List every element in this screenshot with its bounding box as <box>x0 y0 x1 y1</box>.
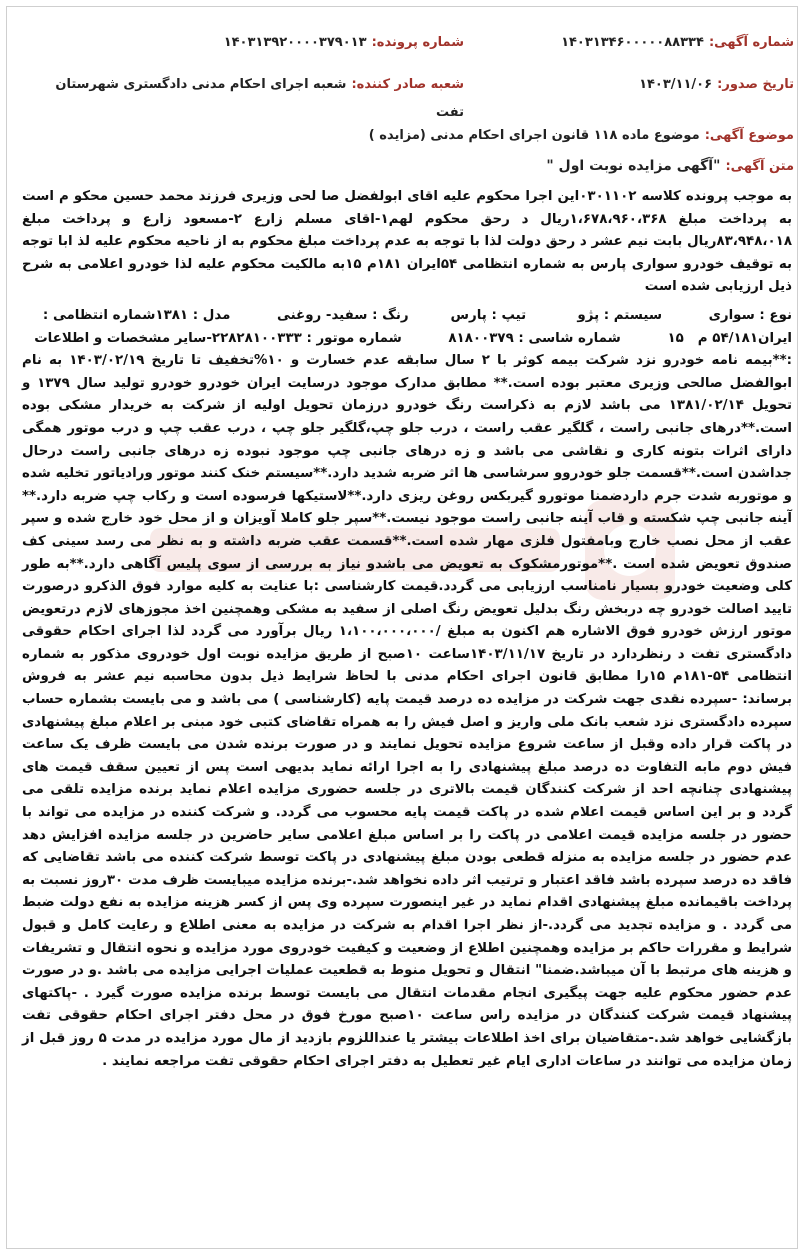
ad-number-row <box>494 28 794 54</box>
ad-text-label: متن آگهی: <box>725 159 794 174</box>
vehicle-specs-line-1: نوع : سواری سیستم : پژو تیپ : پارس رنگ : سفید- روغنی مدل : ۱۳۸۱شماره انتظامی : <box>42 307 792 323</box>
file-number-row <box>24 28 464 54</box>
issue-date-label: تاریخ صدور: <box>717 77 794 92</box>
body-paragraph-intro: به موجب پرونده کلاسه ۰۳۰۱۱۰۲این اجرا محکوم علیه اقای ابولفضل صا لحی وزیری فرزند محمد حسین محکو م است به پرداخت مبلغ ۱،۶۷۸،۹۶۰،۳۶۸ریال د رحق محکوم لهم۱-اقای مسلم زارع ۲-مسعود زارع و پرداخت مبلغ ۸۳،۹۴۸،۰۱۸ریال بابت نیم عشر د رحق دولت لذا با توجه به عدم پرداخت مبلغ محکوم به از ناحیه محکوم علیه لذ ابا توجه به توقیف خودرو سواری پارس به شماره انتظامی ۵۴ایران ۱۸۱م ۱۵به مالکیت محکوم علیه لذا خودرو اعلامی به شرح ذیل ارزیابی شده است <box>22 189 793 295</box>
subject-label: موضوع آگهی: <box>704 128 794 143</box>
issuer-label: شعبه صادر کننده: <box>351 77 464 92</box>
body-paragraph-details: :**بیمه نامه خودرو نزد شرکت بیمه کوثر با ۲ سال سابقه عدم خسارت و ۱۰%تخفیف تا تاریخ ۱۴۰۳/۰۲/۱۹ به نام ابوالفضل صالحی وزیری معتبر بوده است.** مطابق مدارک موجود درسایت ایران خودرو خودرو تولید سال ۱۳۷۹ و تحویل ۱۳۸۱/۰۲/۱۴ می باشد لازم به ذکراست رنگ خودرو درزمان تحویل اولیه از شرکت به خریدار مشکی بوده است.**درهای جانبی راست ، گلگیر عقب راست ، درب جلو چپ،گلگیر جلو چپ ، درب عقب چپ و درب موتور همگی دارای اثرات بتونه کاری و نقاشی می باشد و زه درهای جانبی چپ موجود نبوده زه درهای جانبی راست درحال جداشدن است.**قسمت جلو خودروو سرشاسی ها اثر ضربه شدید دارد.**سیستم خنک کنند موتور ورادیاتور تخلیه شده و موتوربه شدت جرم داردضمنا موتورو گیربکس روغن ریزی دارد.**لاستیکها فرسوده است و رکاب چپ ضربه دارد.** آینه جانبی چپ شکسته و قاب آینه جانبی راست موجود نیست.**سپر جلو کاملا آویزان و از محل خود خارج شده و سپر عقب از محل نصب خارج وبامفتول فلزی مهار شده است.**قسمت عقب ضربه داشته و به نظر می رسد سینی کف صندوق تعویض شده است .**موتورمشکوک به تعویض می باشدو نیاز به بررسی از سوی پلیس آگاهی دارد.**به طور کلی وضعیت خودرو بسیار نامناسب ارزیابی می گردد.قیمت کارشناسی :با عنایت به کلیه موارد فوق الذکرو درصورت تایید اصالت خودرو چه دربخش رنگ بدلیل تعویض رنگ اصلی از سفید به مشکی وهمچنین اخذ مجوزهای لازم درتعویض موتور ارزش خودرو فوق الاشاره هم اکنون به مبلغ /۱،۱۰۰،۰۰۰،۰۰۰ ریال برآورد می گردد لذا اجرای احکام حقوقی دادگستری تفت د رنظردارد در تاریخ ۱۴۰۳/۱۱/۱۷ساعت ۱۰صبح از طریق مزایده نوبت اول خودروی مذکور به شماره انتظامی ۵۴-۱۸۱م ۱۵را مطابق قانون اجرای احکام مدنی با لحاظ شرایط ذیل بدون محاسبه نیم عشر به فروش برساند: -سپرده نقدی جهت شرکت در مزایده ده درصد قیمت پایه (کارشناسی ) می باشد و می بایست بشماره حساب سپرده دادگستری نزد شعب بانک ملی واریز و اصل فیش را به همراه تقاضای کتبی خود مبنی بر اعلام مبلغ پیشنهادی در پاکت قرار داده وقبل از ساعت شروع مزایده تحویل نمایند و در صورت برنده شدن می بایست ظرف یک ساعت فیش دوم مابه التفاوت ده درصد مبلغ پیشنهادی را به اجرا ارائه نماید بدیهی است پس از تعیین سقف قیمت های پیشنهادی چنانچه احد از شرکت کنندگان قیمت بالاتری در جلسه حضوری مزایده اعلام نماید برنده مزایده تلقی می گردد و بر این اساس قیمت اعلام شده در پاکت قیمت پایه محسوب می گردد. و شرکت کننده در مزایده می تواند با حضور در جلسه مزایده قیمت اعلامی در پاکت را بر اساس مبلغ اعلامی سایر حاضرین در جلسه مزایده افزایش دهد عدم حضور در جلسه مزایده به منزله قطعی بودن مبلغ پیشنهادی در پاکت توسط شرکت کننده می باشد تقاضایی که فاقد ده درصد سپرده باشد فاقد اعتبار و ترتیب اثر داده نخواهد شد.-برنده مزایده میبایست ظرف مدت ۳۰روز نسبت به پرداخت باقیمانده مبلغ پیشنهادی اقدام نماید در غیر اینصورت سپرده وی پس از کسر هزینه مزایده به نفع دولت ضبط می گردد . و مزایده تجدید می گردد.-از نظر اجرا اقدام به شرکت در مزایده به معنی اطلاع و رعایت کامل و قبول شرایط و مقررات حاکم بر مزایده وهمچنین اطلاع از وضعیت و کیفیت خودروی مورد مزایده و نحوه انتقال و تشریفات و هزینه های مرتبط با آن میباشد.ضمنا" انتقال و تحویل منوط به قطعیت عملیات اجرایی مزایده می باشد .و در صورت عدم حضور محکوم علیه جهت پیگیری انجام مقدمات انتقال می بایست توسط برنده مزایده صورت گیرد . -پاکتهای پیشنهاد قیمت شرکت کنندگان در مزایده راس ساعت ۱۰صبح مورخ فوق در محل دفتر اجرای احکام حقوقی تفت بازگشایی خواهد شد.-متقاضیان برای اخذ اطلاعات بیشتر یا عنداللزوم بازدید از مال مورد مزایده در مدت ۵ روز قبل از زمان مزایده می توانند در ساعات اداری ایام غیر تعطیل به دفتر اجرای احکام حقوقی تفت مراجعه نمایند . <box>22 353 793 1069</box>
subject-row <box>24 124 794 143</box>
file-number: ۱۴۰۳۱۳۹۲۰۰۰۰۳۷۹۰۱۳ <box>223 35 367 50</box>
subject-value: موضوع ماده ۱۱۸ قانون اجرای احکام مدنی (مزایده ) <box>368 128 700 143</box>
issuer-row <box>24 70 464 120</box>
header-right <box>494 28 794 112</box>
vehicle-specs-line-2: ایران۵۴/۱۸۱ م ۱۵ شماره شاسی : ۸۱۸۰۰۳۷۹ شماره موتور : ۲۲۸۲۸۱۰۰۳۳۳-سایر مشخصات و اطلاعات <box>34 330 792 346</box>
issue-date: ۱۴۰۳/۱۱/۰۶ <box>639 77 713 92</box>
ad-number: ۱۴۰۳۱۳۴۶۰۰۰۰۰۸۸۳۳۴ <box>561 35 704 50</box>
ad-text-row <box>24 155 794 174</box>
issue-date-row <box>494 70 794 96</box>
ad-title: "آگهی مزایده نوبت اول " <box>546 158 721 174</box>
header-left <box>24 28 464 120</box>
ad-body <box>22 186 792 1073</box>
file-number-label: شماره پرونده: <box>371 35 464 50</box>
issuer: شعبه اجرای احکام مدنی دادگستری شهرستان تفت <box>55 77 464 120</box>
ad-number-label: شماره آگهی: <box>708 35 794 50</box>
